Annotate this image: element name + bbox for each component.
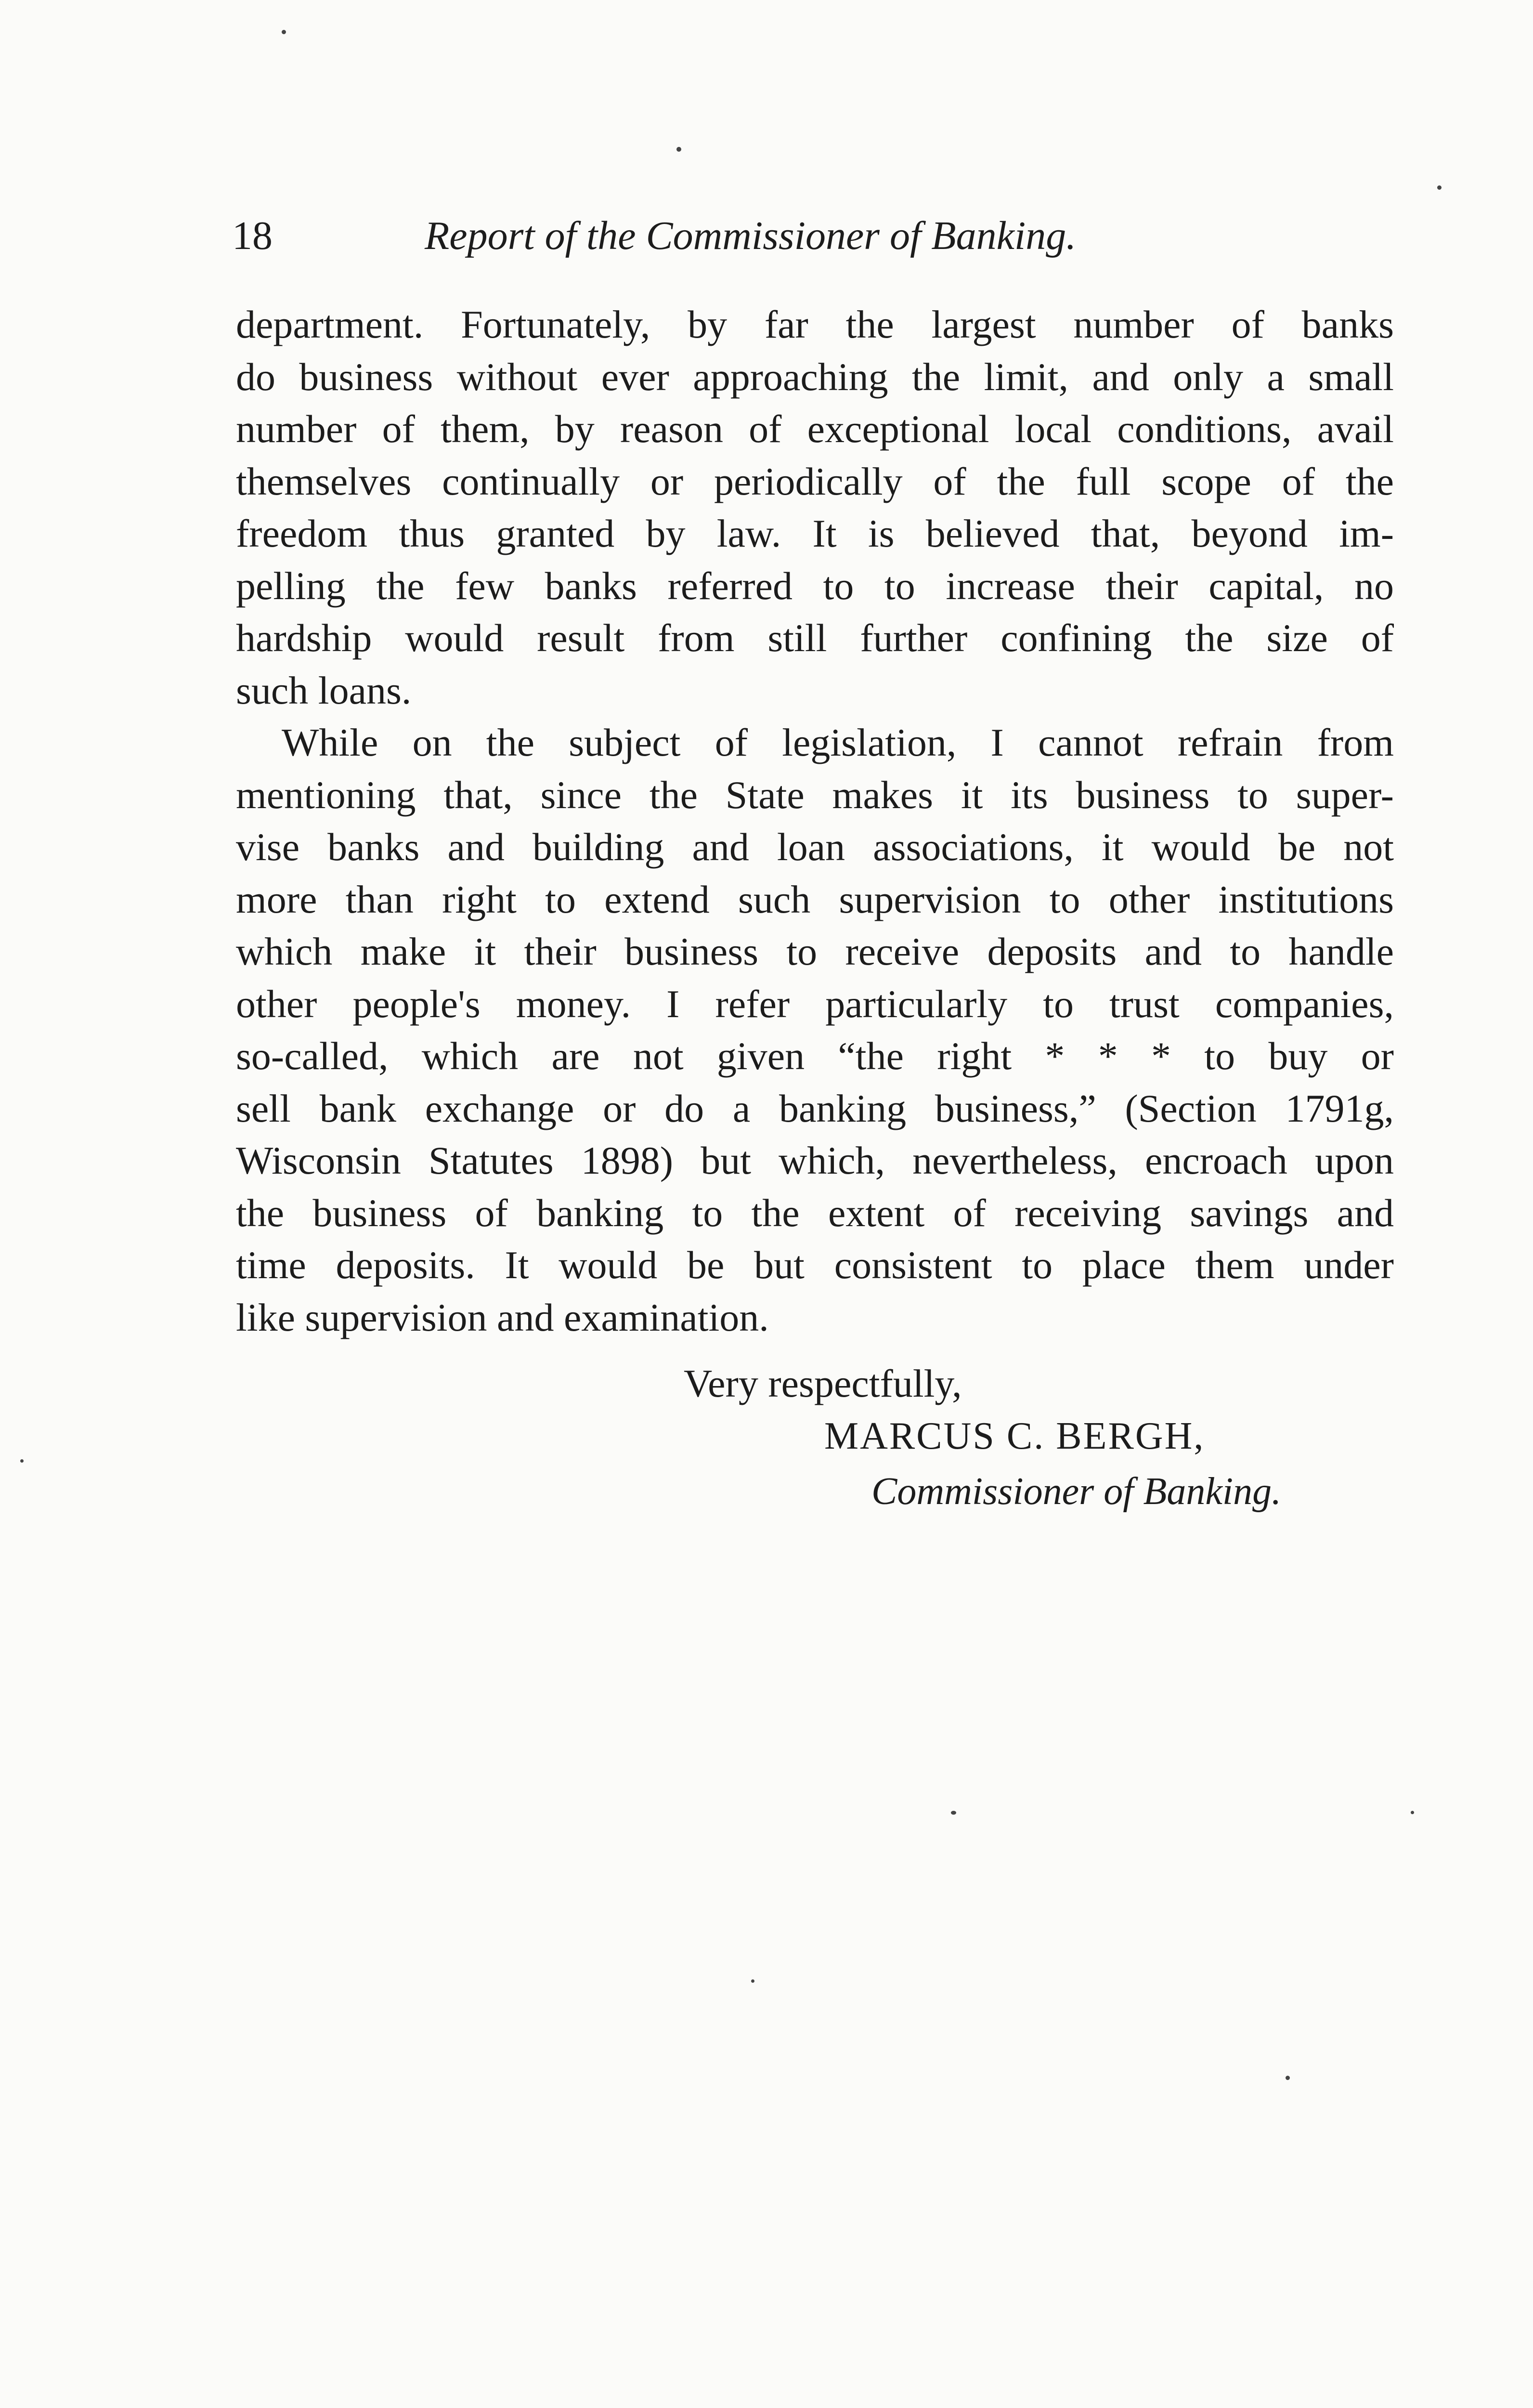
- text-line: themselves continually or periodically of the full scope of the: [236, 459, 1394, 503]
- text-line: pelling the few banks referred to to increase their capital, no: [236, 563, 1394, 608]
- text-line: mentioning that, since the State makes it its business to super-: [236, 772, 1394, 817]
- running-title: Report of the Commissioner of Banking.: [425, 213, 1077, 258]
- text-line: hardship would result from still further confining the size of: [236, 616, 1394, 660]
- scan-speck: [282, 30, 286, 34]
- text-line: number of them, by reason of exceptional local conditions, avail: [236, 407, 1394, 451]
- text-line: vise banks and building and loan associations, it would be not: [236, 825, 1394, 869]
- signature-title: Commissioner of Banking.: [871, 1470, 1282, 1513]
- text-line: freedom thus granted by law. It is believed that, beyond im-: [236, 511, 1394, 555]
- scan-speck: [20, 1459, 24, 1463]
- scan-speck: [676, 147, 681, 152]
- text-line: like supervision and examination.: [236, 1295, 769, 1339]
- text-line: such loans.: [236, 668, 412, 712]
- body-text: [236, 299, 1394, 1344]
- scan-speck: [1286, 2076, 1290, 2080]
- scan-speck: [1411, 1811, 1414, 1814]
- text-line: do business without ever approaching the limit, and only a small: [236, 354, 1394, 399]
- text-line: sell bank exchange or do a banking business,” (Section 1791g,: [236, 1086, 1394, 1130]
- text-line: which make it their business to receive deposits and to handle: [236, 929, 1394, 973]
- signature-name: MARCUS C. BERGH,: [824, 1415, 1205, 1457]
- text-line: time deposits. It would be but consistent to place them under: [236, 1243, 1394, 1287]
- text-line: other people's money. I refer particularly to trust companies,: [236, 982, 1394, 1026]
- closing-salutation: Very respectfully,: [684, 1361, 962, 1405]
- text-line: the business of banking to the extent of receiving savings and: [236, 1191, 1394, 1235]
- page-number: 18: [232, 213, 273, 258]
- text-line: department. Fortunately, by far the largest number of banks: [236, 302, 1394, 346]
- text-line: more than right to extend such supervision to other institutions: [236, 877, 1394, 921]
- scan-speck: [951, 1811, 956, 1815]
- text-line: While on the subject of legislation, I cannot refrain from: [282, 720, 1394, 764]
- scan-speck: [751, 1979, 754, 1983]
- scan-speck: [1437, 185, 1442, 190]
- running-head: [232, 205, 1195, 267]
- text-line: so-called, which are not given “the right * * * to buy or: [236, 1034, 1394, 1078]
- text-line: Wisconsin Statutes 1898) but which, nevertheless, encroach upon: [236, 1139, 1394, 1182]
